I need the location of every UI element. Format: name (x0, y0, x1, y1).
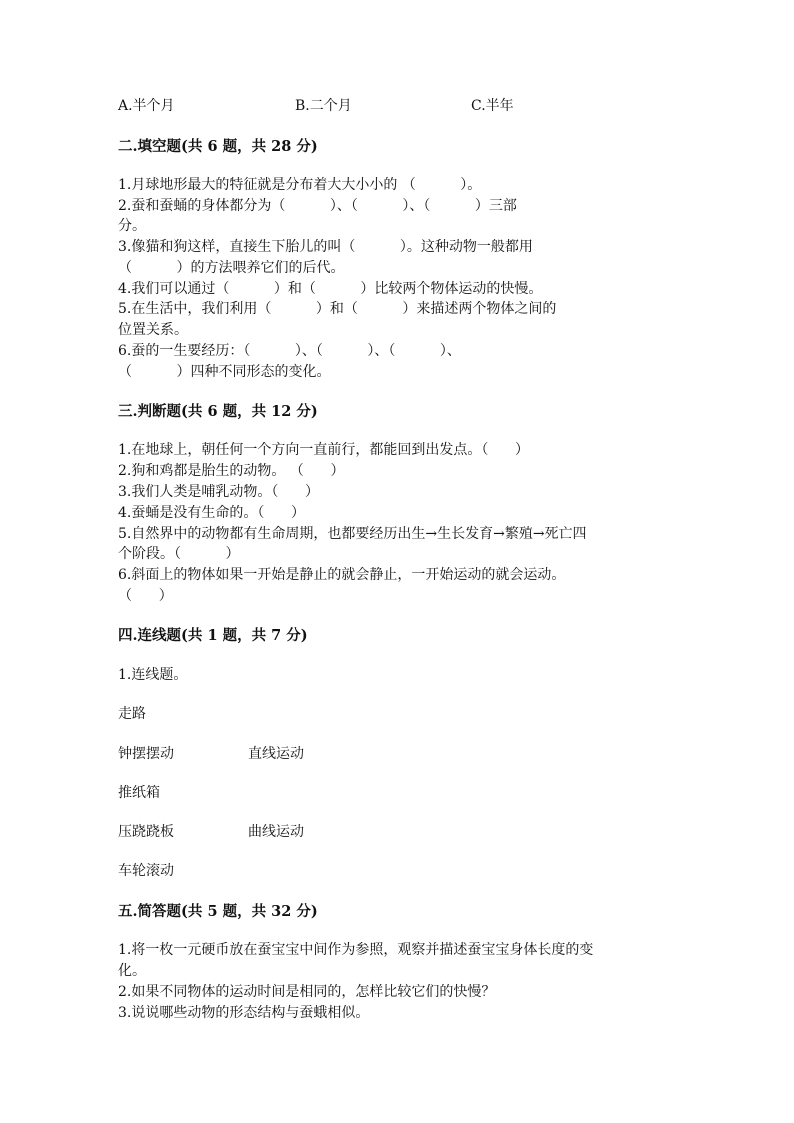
question-line: 4.我们可以通过（ ）和（ ）比较两个物体运动的快慢。 (118, 281, 543, 297)
matching-left-item: 车轮滚动 (118, 863, 174, 879)
question-line: 3.我们人类是哺乳动物。（ ） (118, 484, 320, 500)
question-line: （ ） (118, 588, 173, 604)
section-heading-true-false: 三.判断题(共 6 题，共 12 分) (118, 403, 318, 420)
question-line: 6.蚕的一生要经历：（ ）、（ ）、（ ）、 (118, 343, 461, 359)
question-line: （ ）的方法喂养它们的后代。 (118, 260, 345, 276)
question-line: 1.月球地形最大的特征就是分布着大大小小的 （ ）。 (118, 177, 482, 193)
question-line: 3.说说哪些动物的形态结构与蚕蛾相似。 (118, 1005, 370, 1021)
question-line: 2.蚕和蚕蛹的身体都分为（ ）、（ ）、（ ）三部 (118, 198, 517, 214)
option-a: A.半个月 (118, 98, 175, 114)
question-line: 位置关系。 (118, 322, 188, 338)
section-heading-short-answer: 五.简答题(共 5 题，共 32 分) (118, 903, 318, 920)
matching-right-item: 直线运动 (248, 746, 304, 762)
option-b: B.二个月 (295, 98, 352, 114)
question-line: 个阶段。（ ） (118, 546, 240, 562)
question-line: 6.斜面上的物体如果一开始是静止的就会静止，一开始运动的就会运动。 (118, 567, 566, 583)
question-line: （ ）四种不同形态的变化。 (118, 364, 331, 380)
question-line: 1.将一枚一元硬币放在蚕宝宝中间作为参照，观察并描述蚕宝宝身体长度的变 (118, 942, 594, 958)
matching-left-item: 压跷跷板 (118, 824, 174, 840)
question-line: 4.蚕蛹是没有生命的。（ ） (118, 505, 306, 521)
question-line: 2.如果不同物体的运动时间是相同的，怎样比较它们的快慢？ (118, 984, 496, 1000)
matching-question: 1.连线题。 (118, 667, 188, 683)
question-line: 3.像猫和狗这样，直接生下胎儿的叫（ ）。这种动物一般都用 (118, 239, 533, 255)
question-line: 化。 (118, 963, 146, 979)
matching-left-item: 推纸箱 (118, 785, 160, 801)
section-heading-fill-blank: 二.填空题(共 6 题，共 28 分) (118, 138, 318, 155)
option-c: C.半年 (471, 98, 514, 114)
matching-right-item: 曲线运动 (248, 824, 304, 840)
question-line: 分。 (118, 218, 146, 234)
question-line: 5.在生活中，我们利用（ ）和（ ）来描述两个物体之间的 (118, 301, 557, 317)
section-heading-matching: 四.连线题(共 1 题，共 7 分) (118, 627, 308, 644)
question-line: 5.自然界中的动物都有生命周期，也都要经历出生→生长发育→繁殖→死亡四 (118, 526, 587, 542)
matching-left-item: 钟摆摆动 (118, 746, 174, 762)
question-line: 2.狗和鸡都是胎生的动物。 （ ） (118, 463, 345, 479)
question-line: 1.在地球上，朝任何一个方向一直前行，都能回到出发点。（ ） (118, 442, 530, 458)
matching-left-item: 走路 (118, 706, 146, 722)
